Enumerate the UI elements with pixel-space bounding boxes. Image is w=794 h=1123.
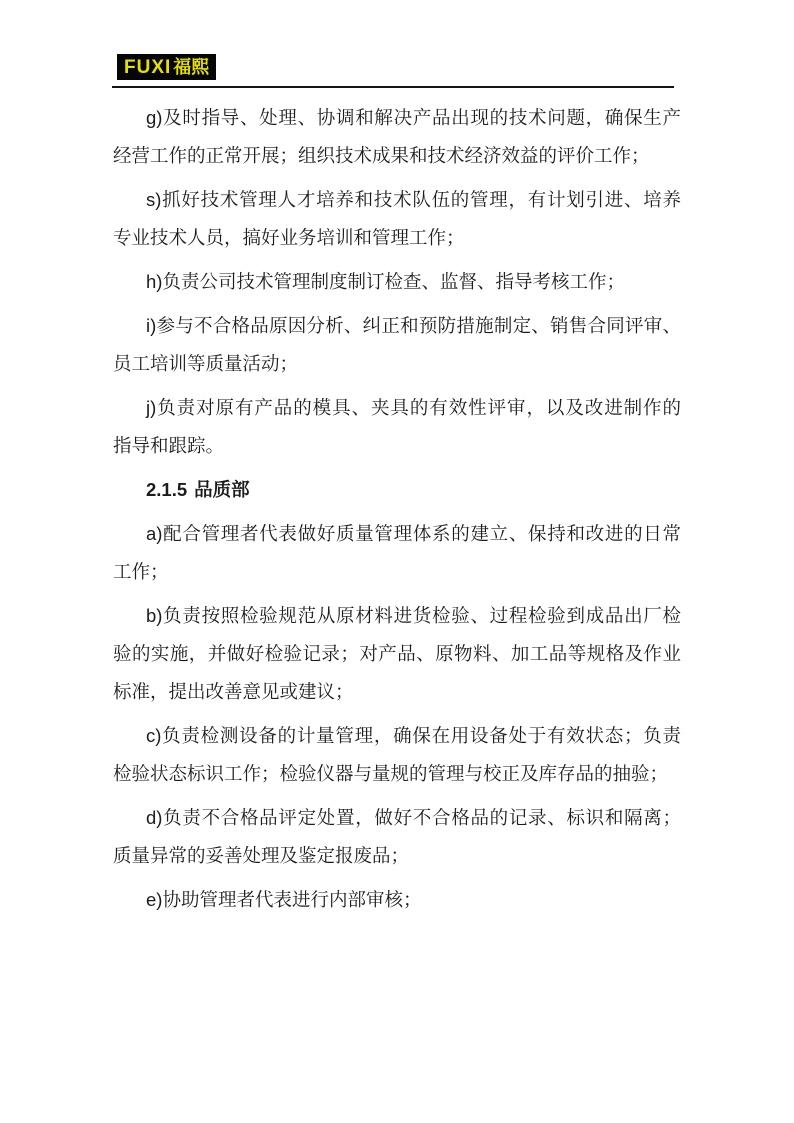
header [113, 0, 681, 88]
text-line: 质量异常的妥善处理及鉴定报废品； [113, 845, 410, 866]
text-line: j)负责对原有产品的模具、夹具的有效性评审，以及改进制作的 [146, 397, 681, 418]
text-line: g)及时指导、处理、协调和解决产品出现的技术问题，确保生产 [146, 107, 681, 128]
text-line: a)配合管理者代表做好质量管理体系的建立、保持和改进的日常 [146, 523, 681, 544]
paragraph-c [113, 717, 681, 793]
text-line: 指导和跟踪。 [113, 435, 225, 456]
paragraph-i [113, 307, 681, 383]
text-line: i)参与不合格品原因分析、纠正和预防措施制定、销售合同评审、 [146, 315, 681, 336]
text-line: 员工培训等质量活动； [113, 353, 299, 374]
section-title: 品质部 [194, 479, 250, 500]
text-line: 工作； [113, 561, 169, 582]
text-line: e)协助管理者代表进行内部审核； [146, 889, 422, 910]
document-body [113, 99, 681, 919]
paragraph-h [113, 263, 681, 301]
text-line: b)负责按照检验规范从原材料进货检验、过程检验到成品出厂检 [146, 605, 681, 626]
paragraph-s [113, 181, 681, 257]
text-line: 检验状态标识工作；检验仪器与量规的管理与校正及库存品的抽验； [113, 763, 669, 784]
company-logo [117, 54, 216, 80]
paragraph-e [113, 881, 681, 919]
text-line: 验的实施，并做好检验记录；对产品、原物料、加工品等规格及作业 [113, 643, 681, 664]
text-line: 标准，提出改善意见或建议； [113, 681, 354, 702]
header-divider [112, 86, 674, 88]
paragraph-g [113, 99, 681, 175]
text-line: 经营工作的正常开展；组织技术成果和技术经济效益的评价工作； [113, 145, 650, 166]
paragraph-b [113, 597, 681, 711]
text-line: 专业技术人员，搞好业务培训和管理工作； [113, 227, 465, 248]
text-line: h)负责公司技术管理制度制订检查、监督、指导考核工作； [146, 271, 625, 292]
logo-cjk-text: 福熙 [173, 57, 210, 77]
text-line: d)负责不合格品评定处置，做好不合格品的记录、标识和隔离； [146, 807, 681, 828]
paragraph-a [113, 515, 681, 591]
logo-latin-text: FUXI [124, 56, 172, 78]
paragraph-d [113, 799, 681, 875]
section-number: 2.1.5 [146, 479, 188, 500]
paragraph-j [113, 389, 681, 465]
text-line: s)抓好技术管理人才培养和技术队伍的管理，有计划引进、培养 [146, 189, 681, 210]
section-heading [113, 471, 681, 509]
text-line: c)负责检测设备的计量管理，确保在用设备处于有效状态；负责 [146, 725, 681, 746]
